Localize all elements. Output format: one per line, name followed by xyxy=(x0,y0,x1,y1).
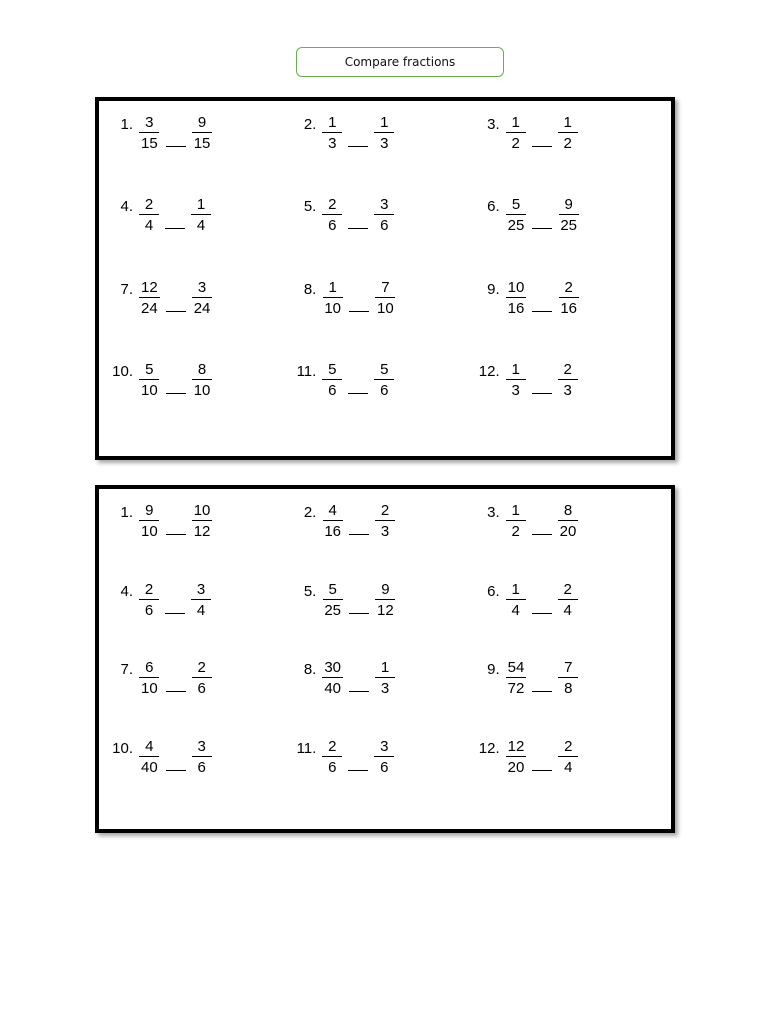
numerator: 3 xyxy=(139,115,159,133)
fraction-right xyxy=(558,362,578,398)
problem-item xyxy=(111,197,294,279)
problem-number: 10. xyxy=(112,362,133,380)
numerator: 1 xyxy=(506,362,526,380)
fraction-right xyxy=(374,197,394,233)
fraction-left xyxy=(506,362,526,398)
denominator: 24 xyxy=(193,299,211,317)
denominator: 10 xyxy=(141,381,158,399)
problem-item xyxy=(294,197,477,279)
denominator: 25 xyxy=(507,217,525,235)
denominator: 12 xyxy=(193,523,211,540)
problem-item xyxy=(478,503,661,582)
numerator: 2 xyxy=(558,739,578,757)
answer-blank[interactable] xyxy=(349,310,369,312)
answer-blank[interactable] xyxy=(166,392,186,394)
denominator: 3 xyxy=(328,135,337,152)
problem-item xyxy=(294,362,477,444)
answer-blank[interactable] xyxy=(532,690,552,692)
numerator: 5 xyxy=(323,582,343,600)
problem-number: 4. xyxy=(120,582,133,600)
numerator: 54 xyxy=(507,659,525,676)
denominator: 6 xyxy=(144,601,154,619)
numerator: 1 xyxy=(191,197,211,215)
problem-item xyxy=(294,739,477,818)
problem-item xyxy=(111,582,294,661)
denominator: 12 xyxy=(377,601,394,619)
numerator: 3 xyxy=(191,582,211,600)
fraction-right xyxy=(192,739,212,775)
denominator: 10 xyxy=(377,299,394,317)
denominator: 6 xyxy=(380,381,389,399)
fraction-right xyxy=(374,739,394,775)
problem-number: 6. xyxy=(487,582,500,600)
fraction-left xyxy=(506,197,527,233)
answer-blank[interactable] xyxy=(348,227,368,229)
denominator: 16 xyxy=(324,523,342,540)
answer-blank[interactable] xyxy=(348,145,368,147)
numerator: 2 xyxy=(322,197,342,215)
fraction-left xyxy=(506,660,527,696)
fraction-left xyxy=(139,503,160,539)
denominator: 10 xyxy=(141,680,158,697)
fraction-left xyxy=(322,280,343,316)
denominator: 4 xyxy=(196,217,206,235)
denominator: 72 xyxy=(507,680,525,697)
fraction-right xyxy=(375,660,395,696)
fraction-right xyxy=(558,582,578,618)
problem-item xyxy=(294,503,477,582)
numerator: 8 xyxy=(192,362,212,380)
fraction-left xyxy=(322,197,342,233)
problem-item xyxy=(294,280,477,362)
answer-blank[interactable] xyxy=(166,769,186,771)
fraction-right xyxy=(375,582,396,618)
numerator: 7 xyxy=(375,280,395,298)
problem-number: 3. xyxy=(487,116,500,133)
fraction-left xyxy=(322,582,343,618)
denominator: 6 xyxy=(328,381,337,399)
numerator: 6 xyxy=(139,660,159,678)
numerator: 3 xyxy=(374,739,394,757)
fraction-right xyxy=(375,280,396,316)
denominator: 6 xyxy=(328,758,337,776)
fraction-right xyxy=(374,115,394,151)
answer-blank[interactable] xyxy=(532,310,552,312)
denominator: 3 xyxy=(563,381,572,399)
fraction-left xyxy=(139,660,160,696)
problem-number: 12. xyxy=(478,362,500,380)
fraction-right xyxy=(191,197,211,233)
fraction-right xyxy=(558,115,578,151)
fraction-right xyxy=(192,503,213,539)
numerator: 3 xyxy=(374,197,394,215)
problem-number: 3. xyxy=(487,504,500,521)
denominator: 25 xyxy=(560,217,578,235)
numerator: 2 xyxy=(139,582,159,600)
denominator: 4 xyxy=(563,601,572,619)
denominator: 40 xyxy=(324,680,342,697)
denominator: 4 xyxy=(196,601,206,619)
denominator: 2 xyxy=(511,523,520,540)
fraction-right xyxy=(191,582,211,618)
fraction-left xyxy=(139,582,159,618)
numerator: 5 xyxy=(374,362,394,380)
numerator: 1 xyxy=(375,660,395,678)
problem-number: 9. xyxy=(487,280,500,298)
denominator: 10 xyxy=(324,299,342,317)
numerator: 1 xyxy=(506,582,526,600)
numerator: 1 xyxy=(374,115,394,133)
problem-item xyxy=(478,362,661,444)
problem-item xyxy=(111,115,294,197)
numerator: 8 xyxy=(558,503,578,521)
fraction-left xyxy=(506,739,527,775)
problem-item xyxy=(478,660,661,739)
denominator: 2 xyxy=(511,135,520,152)
numerator: 2 xyxy=(558,582,578,600)
answer-blank[interactable] xyxy=(532,533,552,535)
problem-number: 5. xyxy=(303,582,317,600)
denominator: 2 xyxy=(563,135,572,152)
denominator: 3 xyxy=(380,135,389,152)
problem-item xyxy=(478,280,661,362)
problem-number: 1. xyxy=(120,504,133,521)
denominator: 40 xyxy=(141,758,158,776)
fraction-right xyxy=(558,197,579,233)
fraction-right xyxy=(192,280,213,316)
numerator: 12 xyxy=(141,278,158,296)
denominator: 4 xyxy=(564,758,573,776)
numerator: 5 xyxy=(506,197,526,215)
answer-blank[interactable] xyxy=(349,612,369,614)
denominator: 8 xyxy=(564,680,573,697)
answer-blank[interactable] xyxy=(532,612,552,614)
answer-blank[interactable] xyxy=(532,227,552,229)
problem-item xyxy=(294,660,477,739)
problem-number: 8. xyxy=(303,280,317,298)
problem-item xyxy=(478,115,661,197)
numerator: 1 xyxy=(323,280,343,298)
fraction-left xyxy=(139,197,159,233)
numerator: 5 xyxy=(322,362,342,380)
answer-blank[interactable] xyxy=(532,392,552,394)
answer-blank[interactable] xyxy=(165,612,185,614)
fraction-left xyxy=(506,582,526,618)
denominator: 10 xyxy=(193,381,211,399)
answer-blank[interactable] xyxy=(348,392,368,394)
problem-item xyxy=(111,362,294,444)
denominator: 20 xyxy=(507,758,525,776)
problem-item xyxy=(294,115,477,197)
numerator: 2 xyxy=(192,660,212,678)
denominator: 6 xyxy=(380,758,389,776)
numerator: 2 xyxy=(559,280,579,298)
fraction-left xyxy=(139,280,160,316)
numerator: 5 xyxy=(139,362,159,380)
answer-blank[interactable] xyxy=(532,145,552,147)
fraction-right xyxy=(558,503,579,539)
problem-number: 11. xyxy=(296,739,317,757)
worksheet-2 xyxy=(95,485,675,833)
fraction-left xyxy=(506,115,526,151)
answer-blank[interactable] xyxy=(165,227,185,229)
fraction-right xyxy=(374,362,394,398)
fraction-left xyxy=(322,503,343,539)
fraction-left xyxy=(322,660,343,696)
answer-blank[interactable] xyxy=(349,533,369,535)
numerator: 7 xyxy=(558,660,578,678)
denominator: 4 xyxy=(511,601,520,619)
problem-number: 9. xyxy=(487,661,500,678)
numerator: 1 xyxy=(506,503,526,521)
problem-number: 5. xyxy=(303,198,317,216)
denominator: 15 xyxy=(141,135,158,152)
answer-blank[interactable] xyxy=(348,769,368,771)
denominator: 6 xyxy=(380,217,389,235)
fraction-left xyxy=(322,115,342,151)
denominator: 6 xyxy=(197,680,206,697)
problem-item xyxy=(478,739,661,818)
numerator: 9 xyxy=(375,582,395,600)
problem-number: 2. xyxy=(303,504,317,521)
problem-number: 11. xyxy=(296,362,317,380)
denominator: 20 xyxy=(559,523,577,540)
problem-item xyxy=(111,660,294,739)
fraction-right xyxy=(375,503,395,539)
fraction-right xyxy=(192,362,213,398)
denominator: 16 xyxy=(507,299,525,317)
denominator: 3 xyxy=(380,680,390,697)
answer-blank[interactable] xyxy=(166,690,186,692)
answer-blank[interactable] xyxy=(532,769,552,771)
problem-number: 10. xyxy=(112,739,133,757)
numerator: 2 xyxy=(139,197,159,215)
problem-number: 2. xyxy=(303,116,317,133)
numerator: 3 xyxy=(192,280,212,298)
numerator: 30 xyxy=(324,659,342,676)
denominator: 6 xyxy=(197,758,206,776)
answer-blank[interactable] xyxy=(166,310,186,312)
fraction-left xyxy=(506,503,526,539)
denominator: 6 xyxy=(328,217,337,235)
numerator: 9 xyxy=(192,115,212,133)
problem-number: 4. xyxy=(120,198,133,216)
denominator: 16 xyxy=(560,299,578,317)
fraction-left xyxy=(139,739,160,775)
problem-item xyxy=(478,197,661,279)
numerator: 1 xyxy=(322,115,342,133)
numerator: 9 xyxy=(559,197,579,215)
denominator: 10 xyxy=(141,523,158,540)
fraction-left xyxy=(139,362,160,398)
problem-item xyxy=(111,280,294,362)
problem-number: 6. xyxy=(487,198,500,216)
denominator: 3 xyxy=(511,381,520,399)
fraction-right xyxy=(558,280,579,316)
numerator: 2 xyxy=(375,503,395,521)
problem-number: 7. xyxy=(120,661,133,678)
fraction-right xyxy=(558,660,578,696)
fraction-left xyxy=(322,739,342,775)
problem-number: 8. xyxy=(303,661,317,678)
numerator: 1 xyxy=(558,115,578,133)
numerator: 2 xyxy=(322,739,342,757)
numerator: 9 xyxy=(139,503,159,521)
numerator: 4 xyxy=(323,503,343,521)
problem-item xyxy=(111,739,294,818)
fraction-left xyxy=(322,362,342,398)
fraction-left xyxy=(139,115,160,151)
answer-blank[interactable] xyxy=(349,690,369,692)
worksheet-1 xyxy=(95,97,675,460)
numerator: 4 xyxy=(139,739,159,757)
fraction-right xyxy=(192,115,213,151)
problem-number: 12. xyxy=(478,739,500,757)
numerator: 10 xyxy=(507,278,525,296)
denominator: 4 xyxy=(144,217,154,235)
problem-item xyxy=(111,503,294,582)
denominator: 15 xyxy=(193,135,211,152)
page-title: Compare fractions xyxy=(296,47,504,77)
problem-item xyxy=(294,582,477,661)
denominator: 25 xyxy=(324,601,342,619)
numerator: 1 xyxy=(506,115,526,133)
denominator: 24 xyxy=(141,299,158,317)
problem-number: 1. xyxy=(120,116,133,133)
denominator: 3 xyxy=(380,523,390,540)
numerator: 10 xyxy=(193,502,211,519)
numerator: 3 xyxy=(192,739,212,757)
numerator: 2 xyxy=(558,362,578,380)
problem-number: 7. xyxy=(120,280,133,298)
fraction-right xyxy=(192,660,212,696)
numerator: 12 xyxy=(507,737,525,755)
answer-blank[interactable] xyxy=(166,533,186,535)
problem-item xyxy=(478,582,661,661)
fraction-left xyxy=(506,280,527,316)
answer-blank[interactable] xyxy=(166,145,186,147)
fraction-right xyxy=(558,739,578,775)
